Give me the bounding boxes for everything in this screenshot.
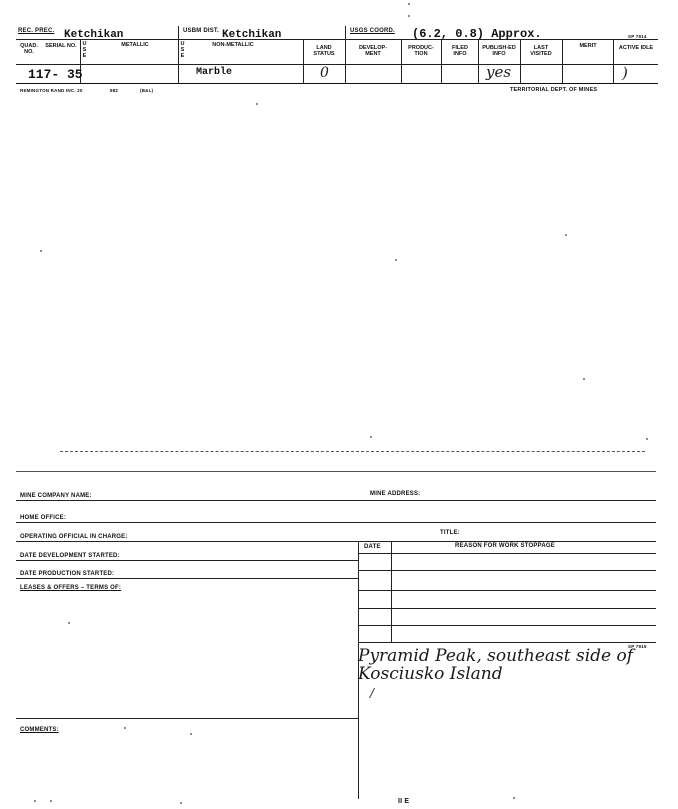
usgs-coord-value: (6.2, 0.8) Approx. <box>412 27 542 41</box>
usbm-dist-label: USBM DIST. <box>183 28 220 34</box>
usbm-dist-value: Ketchikan <box>222 29 282 41</box>
divider-3 <box>303 39 304 83</box>
comments-label: COMMENTS: <box>20 727 59 733</box>
date-label: DATE <box>364 544 381 550</box>
rule-lower-divider <box>16 718 358 719</box>
col-merit: MERIT <box>579 43 597 49</box>
rule-company <box>16 500 656 501</box>
rec-prec-value: Ketchikan <box>64 29 124 41</box>
rule-stoppage-2 <box>358 590 656 591</box>
col-use-2: USE <box>180 41 185 59</box>
record-published-info: yes <box>486 63 512 81</box>
bottom-mark: II E <box>398 798 410 805</box>
speck <box>180 802 182 804</box>
divider-2 <box>178 26 179 83</box>
record-active-idle: ) <box>622 64 628 82</box>
printer-imprint: REMINGTON RAND INC. 20 <box>20 88 83 93</box>
rule-date-header <box>358 553 656 554</box>
speck <box>68 622 70 624</box>
rule-stoppage-5 <box>358 642 656 643</box>
record-land-status: 0 <box>320 65 329 81</box>
speck <box>50 800 52 802</box>
rule-stoppage-1 <box>358 570 656 571</box>
speck <box>370 436 372 438</box>
divider-10 <box>613 39 614 83</box>
speck <box>34 800 36 802</box>
col-last-visited: LAST VISITED <box>530 45 552 57</box>
home-office-label: HOME OFFICE: <box>20 515 67 521</box>
divider-5 <box>401 39 402 83</box>
speck <box>565 234 567 236</box>
date-development-started-label: DATE DEVELOPMENT STARTED: <box>20 553 120 559</box>
lower-top-rule <box>60 451 645 452</box>
col-metallic: METALLIC <box>121 42 149 48</box>
col-land-status: LAND STATUS <box>313 45 335 57</box>
rule-prod-started <box>16 578 358 579</box>
divider-9 <box>562 39 563 83</box>
location-note-mark: / <box>370 686 375 700</box>
record-quad-serial: 117- 35 <box>28 67 83 82</box>
divider-4 <box>345 26 346 83</box>
record-non-metallic: Marble <box>196 67 233 78</box>
mine-address-label: MINE ADDRESS: <box>370 491 421 497</box>
date-production-started-label: DATE PRODUCTION STARTED: <box>20 571 115 577</box>
lower-second-rule <box>16 471 656 472</box>
printer-code-2: (B&L) <box>140 88 154 93</box>
col-published-info: PUBLISH-ED INFO <box>482 45 516 57</box>
col-filed-info: FILED INFO <box>452 45 468 57</box>
rule-home-office <box>16 522 656 523</box>
title-label: TITLE: <box>440 530 460 536</box>
usgs-coord-label: USGS COORD. <box>350 28 395 34</box>
form-number-2: SP 7915 <box>628 644 647 649</box>
col-quad-no: QUAD. NO. <box>20 43 38 55</box>
rule-dev-started <box>16 560 358 561</box>
record-bottom-rule <box>16 83 658 84</box>
date-column-divider <box>391 541 392 643</box>
col-serial-no: SERIAL NO. <box>45 43 77 49</box>
mine-company-name-label: MINE COMPANY NAME: <box>20 493 92 499</box>
speck <box>256 103 258 105</box>
speck <box>646 438 648 440</box>
department-label: TERRITORIAL DEPT. OF MINES <box>510 87 598 93</box>
speck <box>124 727 126 729</box>
speck <box>190 733 192 735</box>
col-use-1: USE <box>82 41 87 59</box>
location-note-line-1: Pyramid Peak, southeast side of <box>358 646 634 666</box>
location-note-line-2: Kosciusko Island <box>358 664 503 684</box>
col-non-metallic: NON-METALLIC <box>212 42 254 48</box>
operating-official-label: OPERATING OFFICIAL IN CHARGE: <box>20 534 128 540</box>
printer-code: 882 <box>110 88 119 93</box>
divider-7 <box>478 39 479 83</box>
divider-6 <box>441 39 442 83</box>
rule-stoppage-4 <box>358 625 656 626</box>
leases-offers-label: LEASES & OFFERS – TERMS OF: <box>20 585 122 591</box>
col-active-idle: ACTIVE IDLE <box>618 45 654 51</box>
speck <box>408 3 410 5</box>
form-number: SP 7914 <box>628 34 647 39</box>
speck <box>583 378 585 380</box>
rule-official <box>16 541 656 542</box>
speck <box>40 250 42 252</box>
speck <box>408 15 410 17</box>
reason-work-stoppage-label: REASON FOR WORK STOPPAGE <box>455 543 555 549</box>
rec-prec-label: REC. PREC. <box>18 28 55 34</box>
col-development: DEVELOP-MENT <box>358 45 388 57</box>
speck <box>513 797 515 799</box>
speck <box>395 259 397 261</box>
col-production: PRODUC-TION <box>408 45 434 57</box>
divider-8 <box>520 39 521 83</box>
rule-stoppage-3 <box>358 608 656 609</box>
